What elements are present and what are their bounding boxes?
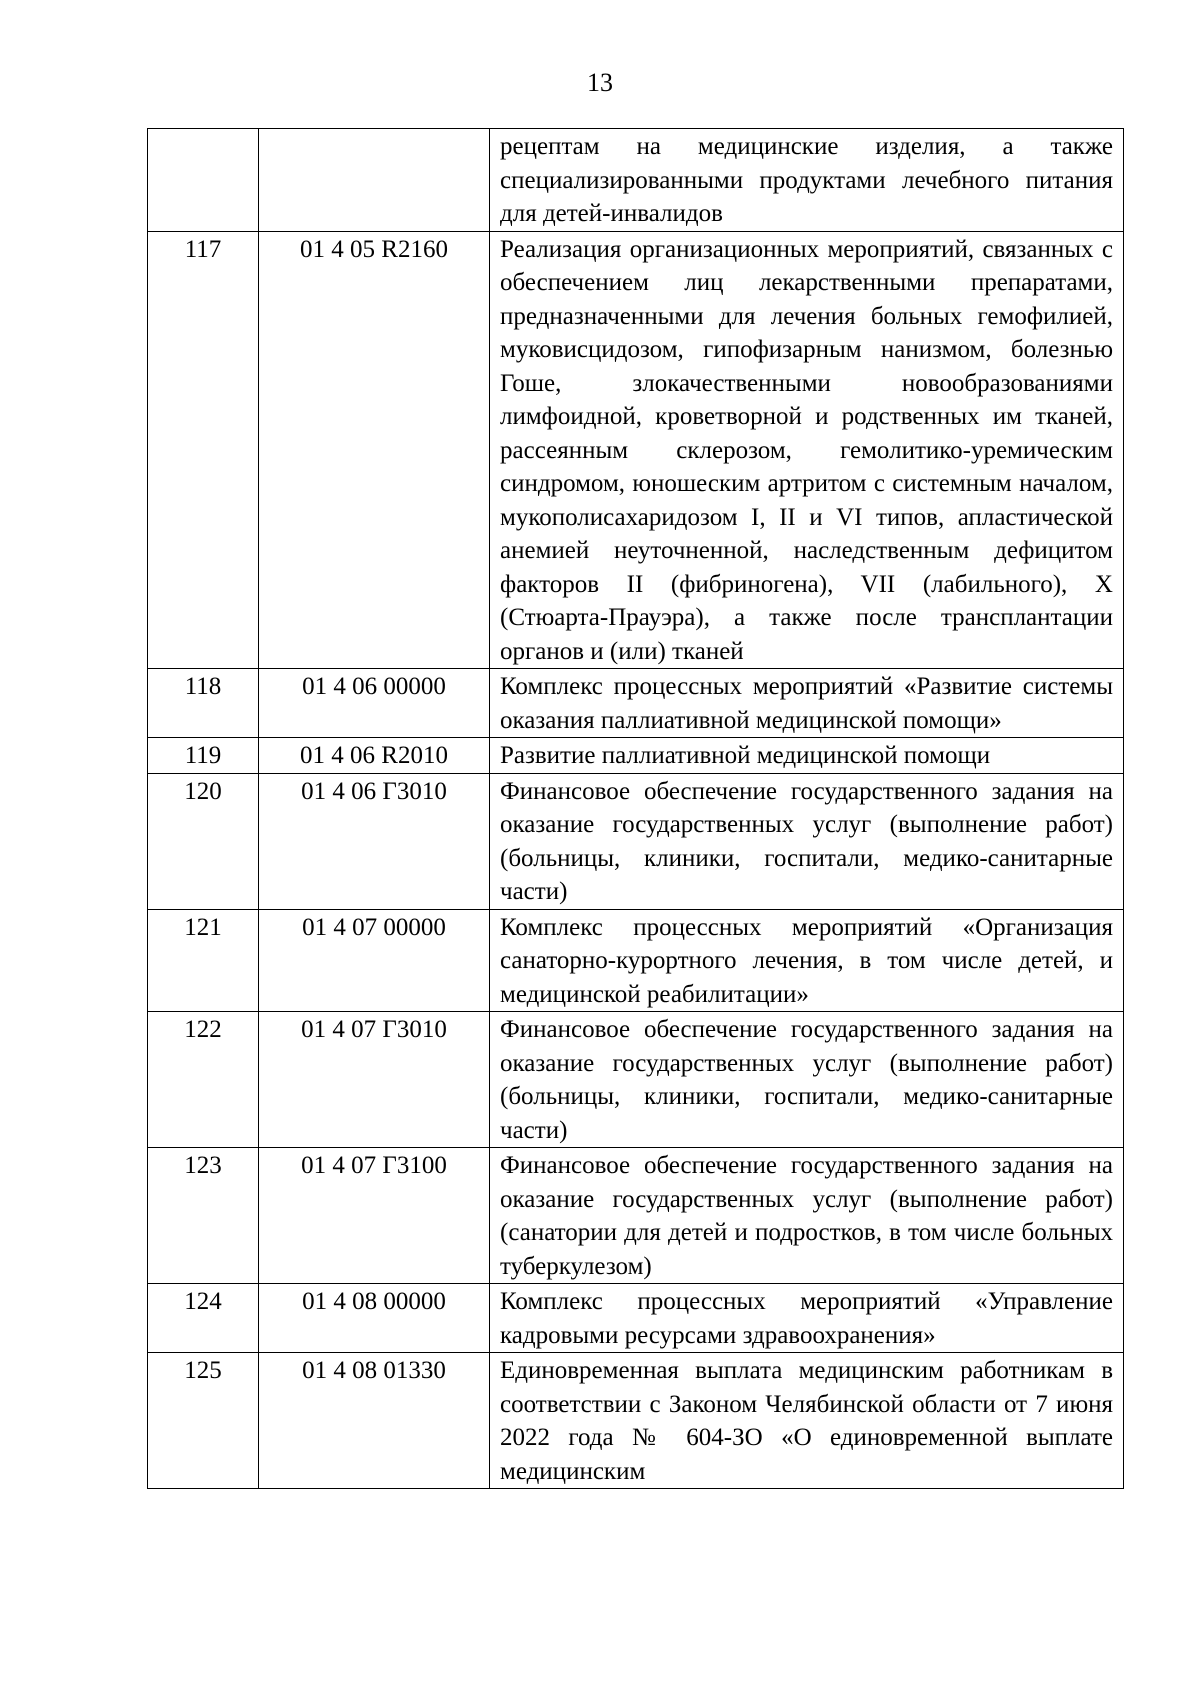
budget-code: 01 4 08 01330	[259, 1353, 490, 1489]
budget-code: 01 4 08 00000	[259, 1284, 490, 1353]
row-description: Реализация организационных мероприятий, связанных с обеспечением лиц лекарственными препаратами, предназначенными для лечения больных гемофилией, муковисцидозом, гипофизарным нанизмом, болезнью Гоше, злокачественными новообразованиями лимфоидной, кроветворной и родственных им тканей, рассеянным склерозом, гемолитико-уремическим синдромом, юношеским артритом с системным началом, мукополисахаридозом I, II и VI типов, апластической анемией неуточненной, наследственным дефицитом факторов II (фибриногена), VII (лабильного), X (Стюарта-Прауэра), а также после трансплантации органов и (или) тканей	[490, 231, 1124, 669]
row-number: 117	[148, 231, 259, 669]
budget-code-table	[147, 128, 1124, 1489]
row-description: Комплекс процессных мероприятий «Управление кадровыми ресурсами здравоохранения»	[490, 1284, 1124, 1353]
row-number: 122	[148, 1012, 259, 1148]
budget-code	[259, 129, 490, 232]
budget-code: 01 4 06 Г3010	[259, 773, 490, 909]
budget-code: 01 4 06 00000	[259, 669, 490, 738]
budget-code: 01 4 07 00000	[259, 909, 490, 1012]
row-number: 123	[148, 1148, 259, 1284]
table-row	[148, 129, 1124, 232]
row-description: Финансовое обеспечение государственного задания на оказание государственных услуг (выполнение работ) (больницы, клиники, госпитали, медико-санитарные части)	[490, 773, 1124, 909]
budget-code: 01 4 05 R2160	[259, 231, 490, 669]
row-description: Развитие паллиативной медицинской помощи	[490, 738, 1124, 774]
row-number: 119	[148, 738, 259, 774]
budget-code: 01 4 06 R2010	[259, 738, 490, 774]
row-number	[148, 129, 259, 232]
table-row	[148, 231, 1124, 669]
row-description: Комплекс процессных мероприятий «Организация санаторно-курортного лечения, в том числе детей, и медицинской реабилитации»	[490, 909, 1124, 1012]
row-description: рецептам на медицинские изделия, а также специализированными продуктами лечебного питания для детей-инвалидов	[490, 129, 1124, 232]
table-row	[148, 669, 1124, 738]
budget-code: 01 4 07 Г3100	[259, 1148, 490, 1284]
row-number: 120	[148, 773, 259, 909]
row-description: Финансовое обеспечение государственного задания на оказание государственных услуг (выполнение работ) (больницы, клиники, госпитали, медико-санитарные части)	[490, 1012, 1124, 1148]
row-number: 121	[148, 909, 259, 1012]
budget-code: 01 4 07 Г3010	[259, 1012, 490, 1148]
page-number: 13	[587, 68, 613, 97]
table-row	[148, 738, 1124, 774]
row-description: Единовременная выплата медицинским работникам в соответствии с Законом Челябинской области от 7 июня 2022 года № 604-ЗО «О единовременной выплате медицинским	[490, 1353, 1124, 1489]
table-row	[148, 1284, 1124, 1353]
table-row	[148, 1012, 1124, 1148]
table-row	[148, 909, 1124, 1012]
table-row	[148, 773, 1124, 909]
table-row	[148, 1353, 1124, 1489]
row-number: 125	[148, 1353, 259, 1489]
row-description: Финансовое обеспечение государственного задания на оказание государственных услуг (выполнение работ) (санатории для детей и подростков, в том числе больных туберкулезом)	[490, 1148, 1124, 1284]
row-description: Комплекс процессных мероприятий «Развитие системы оказания паллиативной медицинской помощи»	[490, 669, 1124, 738]
row-number: 124	[148, 1284, 259, 1353]
row-number: 118	[148, 669, 259, 738]
table-row	[148, 1148, 1124, 1284]
